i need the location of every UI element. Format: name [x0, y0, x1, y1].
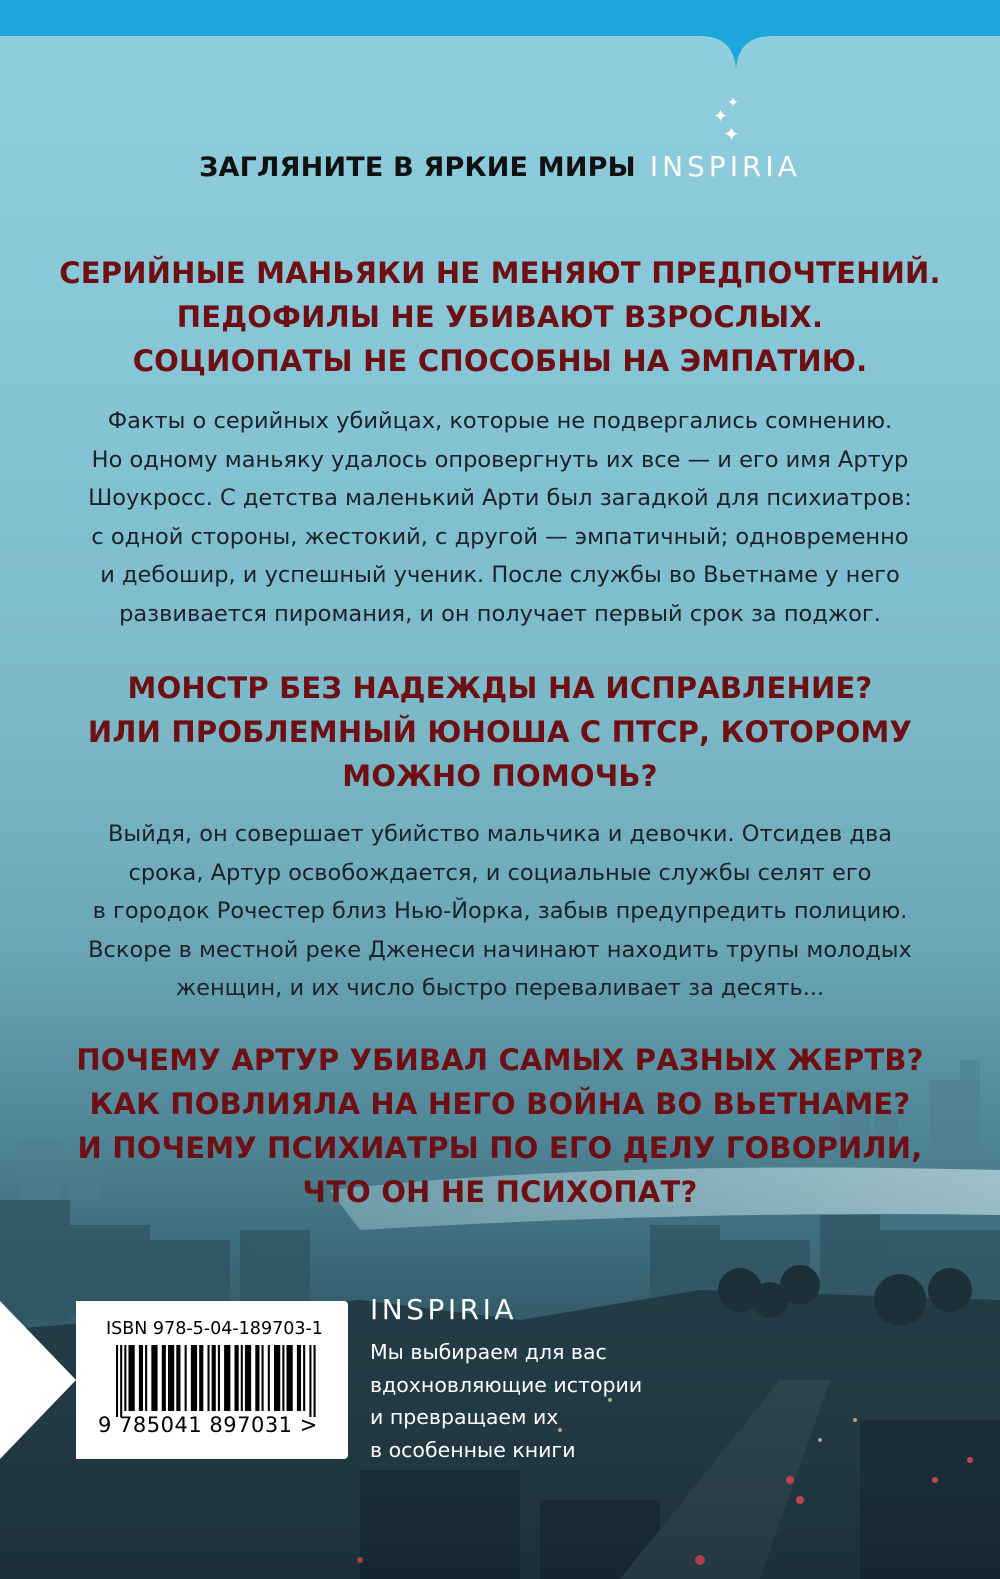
paragraph-line: женщин, и их число быстро переваливает за десять... [175, 975, 825, 1001]
barcode-bar [268, 1345, 270, 1411]
top-color-band [0, 0, 1000, 36]
barcode-tab-notch [0, 1301, 76, 1459]
barcode-bar [218, 1345, 220, 1411]
barcode-bar [235, 1345, 239, 1411]
paragraph-line: Вскоре в местной реке Дженеси начинают находить трупы молодых [88, 936, 912, 963]
paragraph-intro [0, 402, 1000, 633]
barcode-number: 9 785041 897031 > [98, 1413, 318, 1437]
paragraph-line: Факты о серийных убийцах, которые не подвергались сомнению. [107, 408, 893, 434]
barcode-bar [241, 1345, 243, 1411]
barcode-bar [162, 1345, 166, 1411]
headline-line: СЕРИЙНЫЕ МАНЬЯКИ НЕ МЕНЯЮТ ПРЕДПОЧТЕНИЙ. [59, 256, 941, 290]
barcode-bar [145, 1345, 147, 1411]
barcode-bar [139, 1345, 143, 1411]
barcode-bar [199, 1345, 203, 1411]
barcode-bar [124, 1345, 126, 1411]
band-notch [0, 0, 1000, 80]
paragraph-line: Но одному маньяку удалось опровергнуть их все — и его имя Артур [91, 446, 909, 473]
barcode-bar [212, 1345, 216, 1411]
barcode-bar [191, 1345, 197, 1411]
headline-line: СОЦИОПАТЫ НЕ СПОСОБНЫ НА ЭМПАТИЮ. [132, 344, 868, 378]
sparkles-icon: ✦ ✦ ✦ [713, 95, 740, 146]
paragraph-line: и дебошир, и успешный ученик. После службы во Вьетнаме у него [100, 562, 900, 588]
barcode-bar [120, 1345, 122, 1417]
barcode-bar [207, 1345, 209, 1411]
tagline-brand: INSPIRIA [649, 150, 801, 183]
headline-line: ИЛИ ПРОБЛЕМНЫЙ ЮНОША С ПТСР, КОТОРОМУ [87, 715, 913, 749]
barcode-bar [262, 1345, 264, 1411]
barcode-bar [168, 1345, 174, 1411]
slogan-line: в особенные книги [370, 1437, 576, 1462]
headline-questions [0, 666, 1000, 798]
paragraph-line: развивается пиромания, и он получает первый срок за поджог. [119, 600, 881, 627]
barcode-bar [309, 1345, 311, 1417]
barcode-bar [274, 1345, 280, 1411]
publisher-slogan [370, 1336, 642, 1466]
headline-line: ПОЧЕМУ АРТУР УБИВАЛ САМЫХ РАЗНЫХ ЖЕРТВ? [76, 1043, 924, 1077]
isbn-label: ISBN 978-5-04-189703-1 [106, 1319, 323, 1339]
barcode-bar [303, 1345, 305, 1411]
barcode-bar [185, 1345, 187, 1411]
tagline-main: ЗАГЛЯНИТЕ В ЯРКИЕ МИРЫ [199, 152, 636, 183]
headline-line: МОНСТР БЕЗ НАДЕЖДЫ НА ИСПРАВЛЕНИЕ? [127, 671, 873, 705]
barcode-bar [151, 1345, 157, 1411]
headline-line: ПЕДОФИЛЫ НЕ УБИВАЮТ ВЗРОСЛЫХ. [176, 300, 824, 334]
publisher-logo: INSPIRIA [370, 1293, 517, 1326]
slogan-line: и превращаем их [370, 1405, 559, 1429]
headline-closing-questions [0, 1038, 1000, 1214]
headline-line: ЧТО ОН НЕ ПСИХОПАТ? [302, 1175, 698, 1209]
barcode-bar [297, 1345, 301, 1411]
headline-facts [0, 251, 1000, 383]
barcode-bar [314, 1345, 316, 1417]
paragraph-line: Шоукросс. С детства маленький Арти был загадкой для психиатров: [88, 485, 912, 511]
headline-line: И ПОЧЕМУ ПСИХИАТРЫ ПО ЕГО ДЕЛУ ГОВОРИЛИ, [77, 1131, 923, 1165]
paragraph-story [0, 815, 1000, 1008]
headline-line: МОЖНО ПОМОЧЬ? [342, 759, 658, 793]
barcode-bar [245, 1345, 251, 1411]
barcode-bar [224, 1345, 230, 1411]
paragraph-line: Выйдя, он совершает убийство мальчика и девочки. Отсидев два [107, 821, 893, 847]
paragraph-line: срока, Артур освобождается, и социальные службы селят его [128, 859, 872, 886]
paragraph-line: в городок Рочестер близ Нью-Йорка, забыв предупредить полицию. [92, 898, 908, 924]
barcode-card [76, 1301, 348, 1459]
barcode-bars [116, 1345, 326, 1417]
slogan-line: Мы выбираем для вас [370, 1340, 607, 1364]
headline-line: КАК ПОВЛИЯЛА НА НЕГО ВОЙНА ВО ВЬЕТНАМЕ? [89, 1087, 911, 1121]
barcode-bar [255, 1345, 259, 1411]
paragraph-line: с одной стороны, жестокий, с другой — эмпатичный; одновременно [91, 523, 909, 550]
barcode-bar [282, 1345, 284, 1411]
series-tagline [0, 150, 1000, 183]
barcode-bar [176, 1345, 180, 1411]
barcode-bar [116, 1345, 118, 1417]
barcode-bar [286, 1345, 292, 1411]
barcode-bar [128, 1345, 134, 1411]
slogan-line: вдохновляющие истории [370, 1372, 643, 1397]
